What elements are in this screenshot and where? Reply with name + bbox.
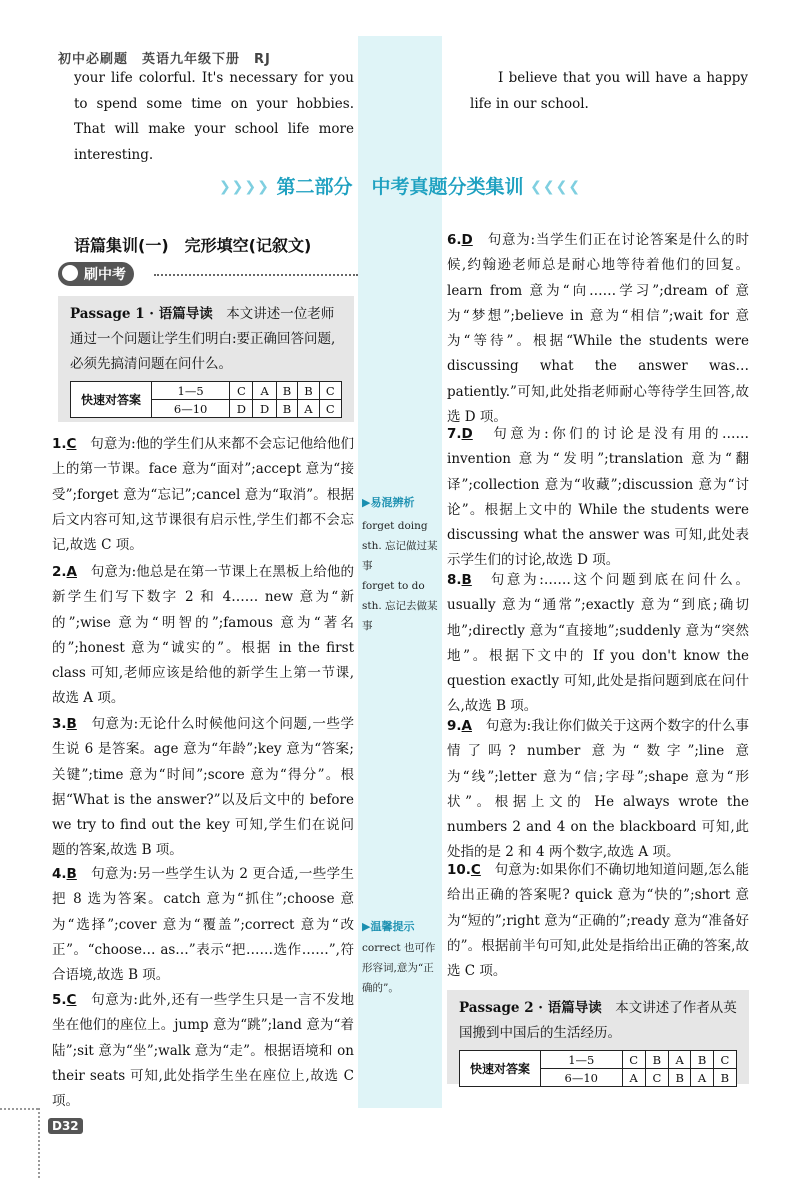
list-item: 6.D 句意为:当学生们正在讨论答案是什么的时候,约翰逊老师总是耐心地等待着他们的回复。learn from 意为“向……学习”;dream of 意为“梦想”;believe in 意为“相信”;wait for 意为“等待”。根据“While the students were discussing what the answer was… patiently.”可知,此处指老师耐心等待学生回答,故选 D 项。 [447,232,749,426]
corner-dotted-line [0,1108,38,1110]
list-item: 8.B 句意为:……这个问题到底在问什么。usually 意为“通常”;exactly 意为“到底;确切地”;directly 意为“直接地”;suddenly 意为“突然地”。根据下文中的 If you don't know the question exactly 可知,此处是指问题到底在问什么,故选 B 项。 [447,572,749,715]
list-item: 5.C 句意为:此外,还有一些学生只是一言不发地坐在他们的座位上。jump 意为“跳”;land 意为“着陆”;sit 意为“坐”;walk 意为“走”。根据语境和 on their seats 可知,此处指学生坐在座位上,故选 C 项。 [52,992,355,1110]
table-cell: C [645,1069,668,1087]
side-note-line: correct 也可作形容词,意为“正确的”。 [362,942,436,994]
passage-2-summary: 本文讲述了作者从英国搬到中国后的生活经历。 [459,1000,737,1041]
chevron-right-icon: ❯❯❯❯ [218,179,270,195]
side-note-tip [362,918,440,998]
passage-2-box [447,990,749,1084]
table-cell: B [276,382,297,400]
passage-1-box [58,296,354,422]
table-cell: C [230,382,253,400]
list-item: 1.C 句意为:他的学生们从来都不会忘记他给他们上的第一节课。face 意为“面对”;accept 意为“接受”;forget 意为“忘记”;cancel 意为“取消”。根据后文内容可知,这节课很有启示性,学生们都不会忘记,故选 C 项。 [52,436,354,554]
table-cell: 6—10 [541,1069,623,1087]
subsection-title: 语篇集训(一) 完形填空(记叙文) [74,236,312,255]
table-cell: D [253,400,276,418]
list-item: 3.B 句意为:无论什么时候他问这个问题,一些学生说 6 是答案。age 意为“年龄”;key 意为“答案;关键”;time 意为“时间”;score 意为“得分”。根据“What is the answer?”以及后文中的 before we try to find out the key 可知,学生们在说问题的答案,故选 B 项。 [52,716,355,859]
table-cell: A [622,1069,645,1087]
badge-label: 刷中考 [58,262,134,286]
list-item: 10.C 句意为:如果你们不确切地知道问题,怎么能给出正确的答案呢? quick 意为“快的”;short 意为“短的”;right 意为“正确的”;ready 意为“准备好的”。根据前半句可知,此处是指给出正确的答案,故选 C 项。 [447,862,750,980]
passage-1-summary: 本文讲述一位老师通过一个问题让学生们明白:要正确回答问题,必须先搞清问题在问什么。 [70,306,336,372]
table-cell: B [645,1051,668,1069]
side-note-easy-confuse [362,494,440,636]
table-cell: 1—5 [541,1051,623,1069]
list-item: 7.D 句意为:你们的讨论是没有用的…… invention 意为“发明”;translation 意为“翻译”;collection 意为“收藏”;discussion 意为“讨论”。根据上文中的 While the students were discussing what the answer was 可知,此处表示学生们的讨论,故选 D 项。 [447,426,749,569]
table-cell: C [319,382,341,400]
table-label: 快速对答案 [71,382,152,418]
table-cell: 1—5 [152,382,230,400]
list-item: 9.A 句意为:我让你们做关于这两个数字的什么事情了吗? number 意为“数字”;line 意为“线”;letter 意为“信;字母”;shape 意为“形状”。根据上文的 He always wrote the numbers 2 and 4 on the blackboard 可知,此处指的是 2 和 4 两个数字,故选 A 项。 [447,718,749,861]
dotted-divider [154,274,358,276]
passage-1-label: Passage 1 · 语篇导读 [70,306,213,322]
table-cell: A [298,400,319,418]
passage-2-intro [459,996,737,1046]
chevron-left-icon: ❮❮❮❮ [530,179,582,195]
list-item: 2.A 句意为:他总是在第一节课上在黑板上给他的新学生们写下数字 2 和 4…… new 意为“新的”;wise 意为“明智的”;famous 意为“著名的”;honest 意为“诚实的”。根据 in the first class 可知,老师应该是给他的新学生上第一节课,故选 A 项。 [52,564,354,707]
passage-1-answer-table [70,381,342,418]
table-cell: A [691,1069,713,1087]
corner-dotted-line [38,1108,40,1178]
table-cell: C [713,1051,736,1069]
brush-icon [62,265,78,281]
table-cell: B [298,382,319,400]
table-cell: D [230,400,253,418]
table-cell: A [253,382,276,400]
table-cell: B [276,400,297,418]
table-cell: B [713,1069,736,1087]
section-title: 第二部分 中考真题分类集训 [276,176,524,198]
table-cell: C [622,1051,645,1069]
passage-2-label: Passage 2 · 语篇导读 [459,1000,602,1016]
table-row [71,382,342,400]
table-cell: C [319,400,341,418]
passage-2-answer-table [459,1050,737,1087]
badge-row [58,262,358,286]
table-row [460,1051,737,1069]
top-left-paragraph: your life colorful. It's necessary for you to spend some time on your hobbies. That will make your school life more interesting. [74,70,354,163]
table-cell: B [691,1051,713,1069]
page-number: D32 [48,1118,83,1134]
top-right-paragraph: I believe that you will have a happy life in our school. [470,70,748,112]
table-cell: A [668,1051,690,1069]
table-label: 快速对答案 [460,1051,541,1087]
table-cell: 6—10 [152,400,230,418]
side-note-line: forget doing sth. 忘记做过某事 [362,520,438,572]
table-cell: B [668,1069,690,1087]
side-note-tag: ▶易混辨析 [362,496,415,509]
passage-1-intro [70,302,342,377]
page-header: 初中必刷题 英语九年级下册 RJ [58,52,271,67]
list-item: 4.B 句意为:另一些学生认为 2 更合适,一些学生把 8 选为答案。catch 意为“抓住”;choose 意为“选择”;cover 意为“覆盖”;correct 意为“改正”。“choose… as…”表示“把……选作……”,符合语境,故选 B 项。 [52,866,355,984]
side-note-line: forget to do sth. 忘记去做某事 [362,580,438,632]
side-note-tag: ▶温馨提示 [362,920,415,933]
section-banner [0,172,800,199]
